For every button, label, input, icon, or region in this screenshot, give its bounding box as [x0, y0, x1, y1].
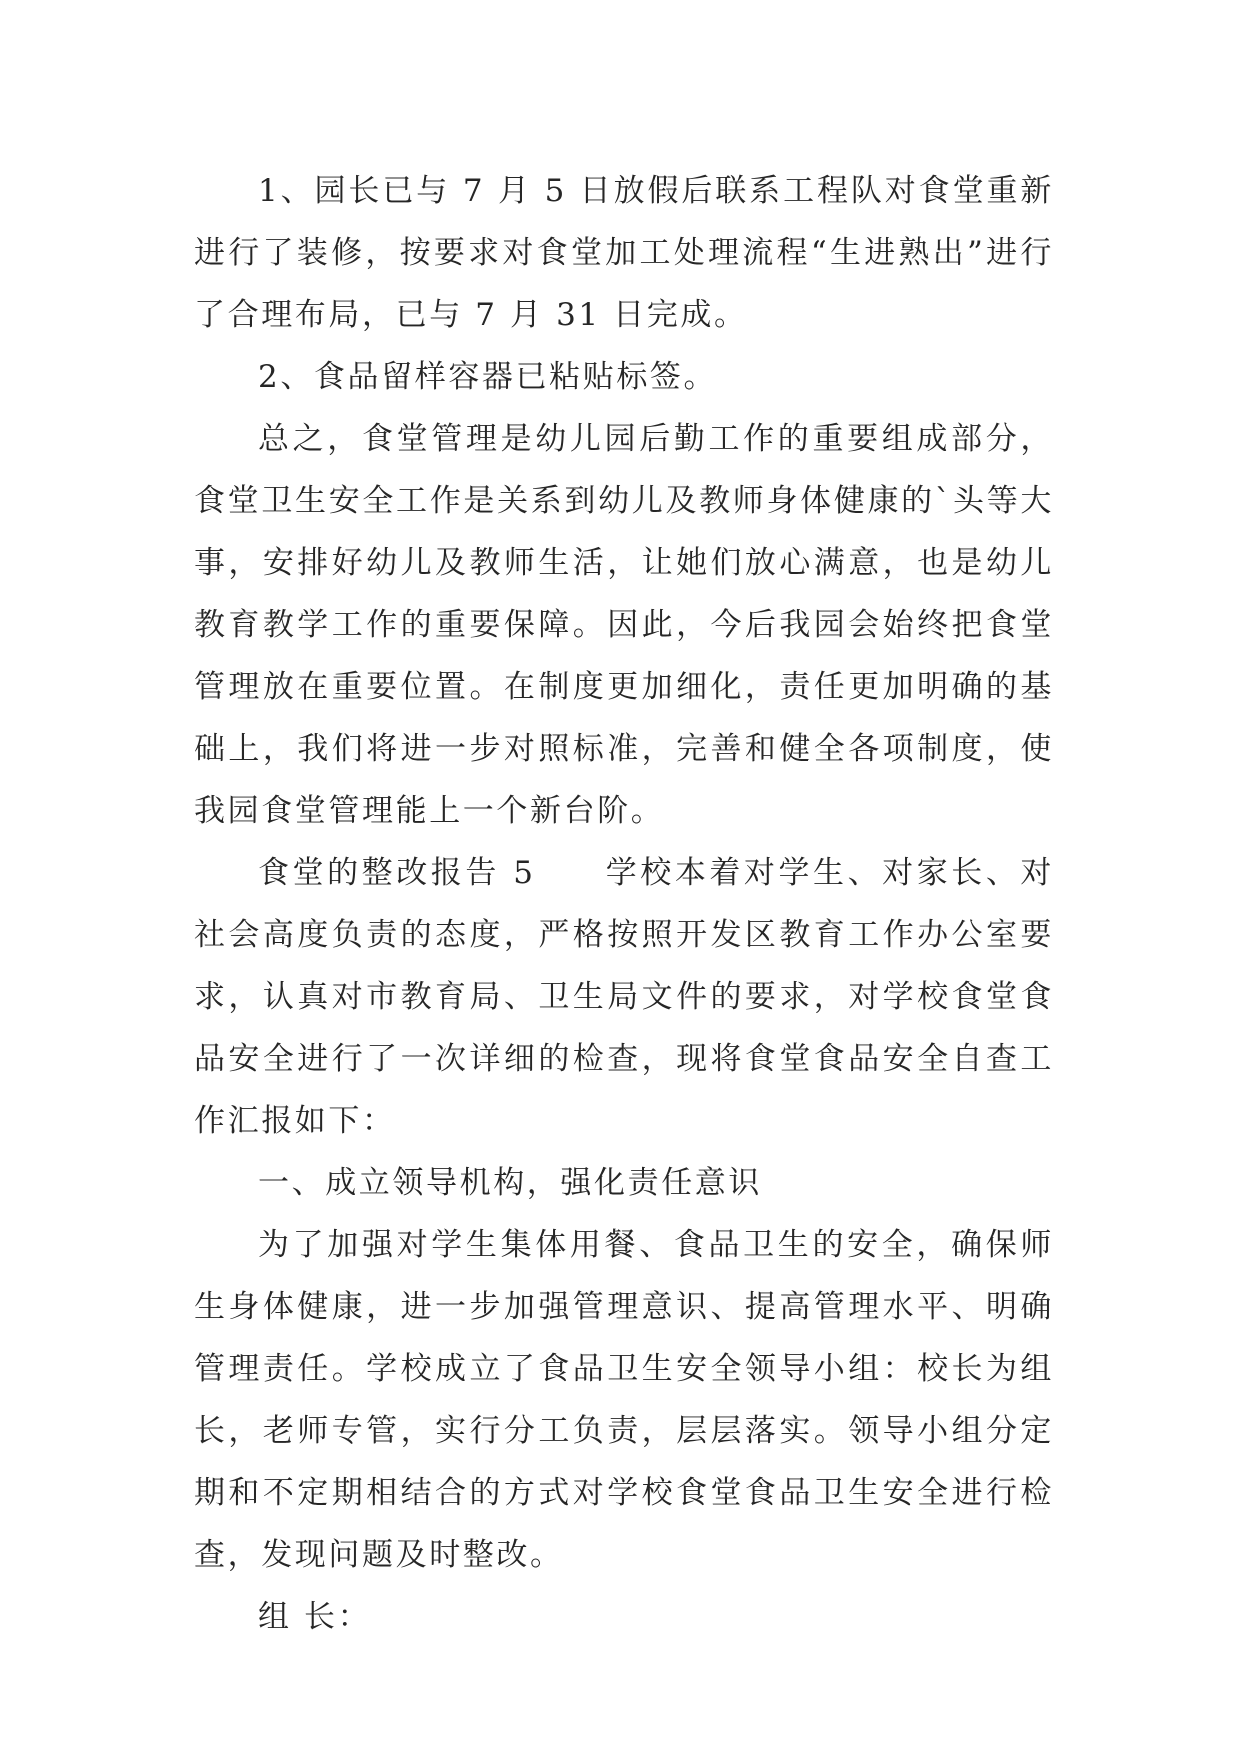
document-body [194, 160, 1054, 1648]
paragraph-summary: 总之，食堂管理是幼儿园后勤工作的重要组成部分，食堂卫生安全工作是关系到幼儿及教师身体健康的`头等大事，安排好幼儿及教师生活，让她们放心满意，也是幼儿教育教学工作的重要保障。因此，今后我园会始终把食堂管理放在重要位置。在制度更加细化，责任更加明确的基础上，我们将进一步对照标准，完善和健全各项制度，使我园食堂管理能上一个新台阶。 [194, 421, 1054, 829]
paragraph-leadership-group: 为了加强对学生集体用餐、食品卫生的安全，确保师生身体健康，进一步加强管理意识、提高管理水平、明确管理责任。学校成立了食品卫生安全领导小组：校长为组长，老师专管，实行分工负责，层层落实。领导小组分定期和不定期相结合的方式对学校食堂食品卫生安全进行检查，发现问题及时整改。 [194, 1227, 1054, 1573]
paragraph-report-5-intro: 食堂的整改报告 5 学校本着对学生、对家长、对社会高度负责的态度，严格按照开发区教育工作办公室要求，认真对市教育局、卫生局文件的要求，对学校食堂食品安全进行了一次详细的检查，现将食堂食品安全自查工作汇报如下： [194, 855, 1054, 1139]
section-heading-leadership: 一、成立领导机构，强化责任意识 [258, 1165, 762, 1201]
paragraph-renovation: 1、园长已与 7 月 5 日放假后联系工程队对食堂重新进行了装修，按要求对食堂加工处理流程“生进熟出”进行了合理布局，已与 7 月 31 日完成。 [194, 173, 1054, 333]
paragraph-group-leader: 组 长： [258, 1599, 372, 1635]
paragraph-sample-labels: 2、食品留样容器已粘贴标签。 [258, 359, 718, 395]
